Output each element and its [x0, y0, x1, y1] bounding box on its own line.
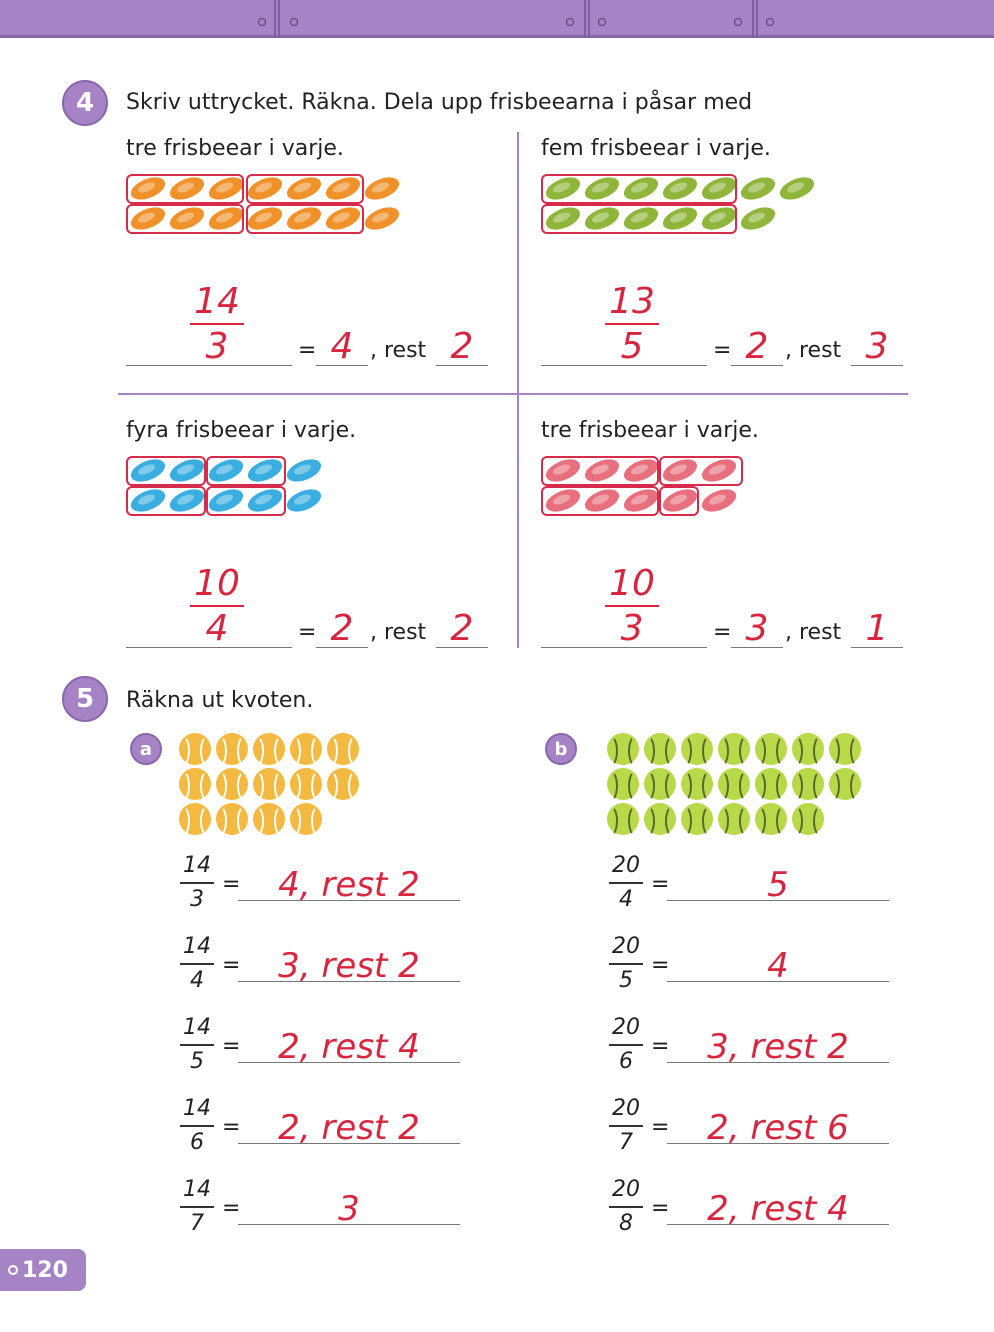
ball-icon	[644, 733, 676, 765]
ball-icon	[718, 733, 750, 765]
fraction-denominator: 6	[619, 1049, 633, 1074]
ring-icon	[8, 1265, 18, 1275]
fraction-bar	[609, 882, 643, 884]
ball-icon	[829, 768, 861, 800]
rest-label: , rest	[785, 338, 842, 363]
screw-icon	[258, 18, 266, 26]
ball-icon	[681, 768, 713, 800]
binder-seam	[584, 0, 590, 38]
quadrant-divider-horizontal	[118, 393, 908, 395]
quadrant-divider-vertical	[517, 132, 519, 648]
ball-icon	[607, 803, 639, 835]
ball-icon	[681, 803, 713, 835]
fraction-denominator: 6	[190, 1130, 204, 1155]
answer-text: 3, rest 2	[707, 1027, 849, 1067]
ball-icon	[755, 768, 787, 800]
page-number: 120	[22, 1257, 68, 1283]
fraction-denominator: 4	[619, 887, 633, 912]
exercise-number-badge: 5	[62, 676, 108, 722]
fraction-denominator: 8	[619, 1211, 633, 1236]
ball-icon	[290, 733, 322, 765]
screw-icon	[734, 18, 742, 26]
bag-outline	[541, 174, 737, 204]
fraction-bar	[609, 963, 643, 965]
ball-icon	[755, 733, 787, 765]
bag-outline	[246, 174, 364, 204]
equals-sign: =	[651, 1115, 670, 1140]
fraction-numerator: 20	[612, 853, 640, 878]
ball-icon	[681, 733, 713, 765]
exercise-number-badge: 4	[62, 80, 108, 126]
ball-icon	[718, 803, 750, 835]
answer-text: 2, rest 6	[707, 1108, 849, 1148]
ball-icon	[718, 768, 750, 800]
bag-outline	[126, 456, 206, 486]
fraction-bar	[180, 882, 214, 884]
division-fraction	[609, 852, 643, 914]
screw-icon	[566, 18, 574, 26]
fraction-bar	[180, 1044, 214, 1046]
fraction-denominator: 3	[620, 608, 644, 649]
frisbee-icon	[284, 485, 324, 516]
division-fraction	[180, 1095, 214, 1157]
fraction-denominator: 3	[190, 887, 204, 912]
fraction-denominator: 7	[190, 1211, 204, 1236]
fraction-denominator: 5	[620, 326, 644, 367]
division-fraction	[180, 852, 214, 914]
remainder-answer: 2	[450, 608, 474, 649]
top-binder-bar	[0, 0, 994, 38]
ball-icon	[644, 803, 676, 835]
bag-outline	[206, 486, 286, 516]
fraction-numerator: 20	[612, 934, 640, 959]
fraction-numerator: 14	[183, 1177, 211, 1202]
rest-label: , rest	[370, 338, 427, 363]
bag-outline	[659, 456, 743, 486]
quotient-answer: 2	[745, 326, 769, 367]
answer-text: 2, rest 4	[278, 1027, 420, 1067]
quotient-answer: 3	[745, 608, 769, 649]
ball-icon	[179, 733, 211, 765]
fraction-denominator: 4	[190, 968, 204, 993]
ball-icon	[216, 733, 248, 765]
fraction-numerator: 14	[183, 853, 211, 878]
expression-blank[interactable]	[541, 332, 707, 366]
ball-icon	[327, 768, 359, 800]
ball-icon	[607, 733, 639, 765]
fraction-bar	[190, 605, 244, 607]
bag-outline	[659, 486, 699, 516]
rest-label: , rest	[370, 620, 427, 645]
ball-icon	[179, 768, 211, 800]
fraction-numerator: 10	[194, 563, 240, 604]
fraction-numerator: 20	[612, 1177, 640, 1202]
answer-text: 5	[767, 865, 789, 905]
screw-icon	[290, 18, 298, 26]
quotient-answer: 4	[330, 326, 354, 367]
bag-outline	[541, 204, 737, 234]
equals-sign: =	[222, 1196, 241, 1221]
ball-icon	[755, 803, 787, 835]
rest-label: , rest	[785, 620, 842, 645]
frisbee-icon	[284, 455, 324, 486]
fraction-bar	[180, 963, 214, 965]
bag-outline	[126, 486, 206, 516]
equals-sign: =	[651, 953, 670, 978]
fraction-bar	[609, 1125, 643, 1127]
equals-sign: =	[651, 872, 670, 897]
expression-blank[interactable]	[541, 614, 707, 648]
equals-sign: =	[298, 620, 317, 645]
fraction-numerator: 14	[183, 934, 211, 959]
equals-sign: =	[713, 620, 732, 645]
expression-blank[interactable]	[126, 332, 292, 366]
part-label-badge: a	[130, 733, 162, 765]
fraction-numerator: 10	[609, 563, 655, 604]
remainder-answer: 2	[450, 326, 474, 367]
ball-icon	[253, 768, 285, 800]
ball-icon	[216, 768, 248, 800]
ball-icon	[792, 803, 824, 835]
ball-icon	[253, 803, 285, 835]
fraction-bar	[180, 1125, 214, 1127]
frisbee-icon	[777, 173, 817, 204]
screw-icon	[766, 18, 774, 26]
screw-icon	[598, 18, 606, 26]
fraction-denominator: 5	[619, 968, 633, 993]
fraction-bar	[609, 1044, 643, 1046]
quadrant-label: fyra frisbeear i varje.	[126, 418, 357, 443]
answer-text: 4	[767, 946, 789, 986]
bag-outline	[541, 486, 659, 516]
frisbee-icon	[362, 173, 402, 204]
ball-icon	[290, 768, 322, 800]
division-fraction	[609, 933, 643, 995]
equals-sign: =	[713, 338, 732, 363]
fraction-numerator: 13	[609, 281, 655, 322]
answer-text: 2, rest 4	[707, 1189, 849, 1229]
ball-icon	[290, 803, 322, 835]
frisbee-icon	[362, 203, 402, 234]
frisbee-icon	[738, 173, 778, 204]
ball-icon	[829, 733, 861, 765]
quotient-answer: 2	[330, 608, 354, 649]
division-fraction	[180, 1176, 214, 1238]
quadrant-label: tre frisbeear i varje.	[126, 136, 344, 161]
remainder-answer: 1	[865, 608, 889, 649]
fraction-bar	[609, 1206, 643, 1208]
ball-icon	[253, 733, 285, 765]
bag-outline	[246, 204, 364, 234]
part-label-badge: b	[545, 733, 577, 765]
ball-icon	[644, 768, 676, 800]
answer-text: 4, rest 2	[278, 865, 420, 905]
answer-text: 3, rest 2	[278, 946, 420, 986]
equals-sign: =	[298, 338, 317, 363]
frisbee-icon	[699, 485, 739, 516]
ball-icon	[216, 803, 248, 835]
fraction-numerator: 20	[612, 1096, 640, 1121]
fraction-bar	[605, 323, 659, 325]
equals-sign: =	[222, 1115, 241, 1140]
equals-sign: =	[651, 1196, 670, 1221]
fraction-bar	[180, 1206, 214, 1208]
fraction-denominator: 4	[205, 608, 229, 649]
equals-sign: =	[651, 1034, 670, 1059]
quadrant-label: tre frisbeear i varje.	[541, 418, 759, 443]
ball-icon	[179, 803, 211, 835]
equals-sign: =	[222, 1034, 241, 1059]
ball-icon	[792, 768, 824, 800]
exercise-instruction: Räkna ut kvoten.	[126, 688, 314, 713]
fraction-numerator: 14	[183, 1096, 211, 1121]
answer-text: 2, rest 2	[278, 1108, 420, 1148]
fraction-numerator: 14	[194, 281, 240, 322]
page-number-tab	[0, 1249, 86, 1291]
bag-outline	[206, 456, 286, 486]
bag-outline	[126, 174, 244, 204]
division-fraction	[609, 1095, 643, 1157]
fraction-denominator: 3	[205, 326, 229, 367]
fraction-denominator: 7	[619, 1130, 633, 1155]
division-fraction	[180, 933, 214, 995]
equals-sign: =	[222, 872, 241, 897]
quadrant-label: fem frisbeear i varje.	[541, 136, 771, 161]
fraction-bar	[605, 605, 659, 607]
remainder-answer: 3	[865, 326, 889, 367]
ball-icon	[792, 733, 824, 765]
division-fraction	[180, 1014, 214, 1076]
fraction-bar	[190, 323, 244, 325]
fraction-numerator: 14	[183, 1015, 211, 1040]
answer-text: 3	[338, 1189, 360, 1229]
ball-icon	[327, 733, 359, 765]
bag-outline	[126, 204, 244, 234]
expression-blank[interactable]	[126, 614, 292, 648]
division-fraction	[609, 1176, 643, 1238]
frisbee-icon	[738, 203, 778, 234]
exercise-instruction: Skriv uttrycket. Räkna. Dela upp frisbeearna i påsar med	[126, 90, 753, 115]
bag-outline	[541, 456, 659, 486]
binder-seam	[752, 0, 758, 38]
equals-sign: =	[222, 953, 241, 978]
ball-icon	[607, 768, 639, 800]
division-fraction	[609, 1014, 643, 1076]
fraction-numerator: 20	[612, 1015, 640, 1040]
binder-seam	[274, 0, 280, 38]
fraction-denominator: 5	[190, 1049, 204, 1074]
